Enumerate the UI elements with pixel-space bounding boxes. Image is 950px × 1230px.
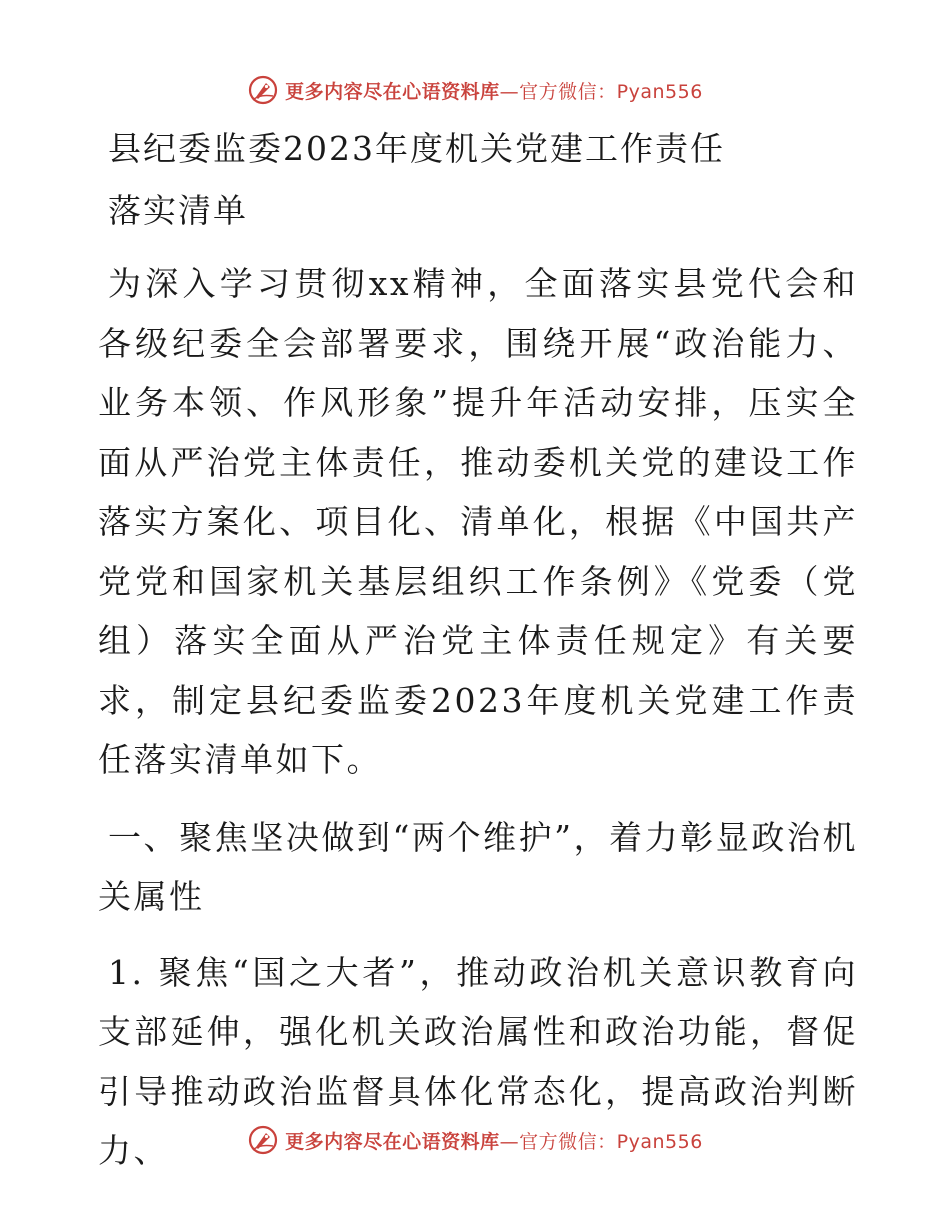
- document-title-line2: 落实清单: [108, 191, 248, 230]
- pen-nib-logo-icon: [247, 1124, 279, 1156]
- watermark-text: 更多内容尽在心语资料库—官方微信：Pyan556: [285, 1130, 703, 1153]
- section-heading-1: 一、聚焦坚决做到“两个维护”，着力彰显政治机关属性: [98, 817, 858, 916]
- watermark-banner-top: [0, 70, 950, 110]
- document-title-line1: 县纪委监委2023年度机关党建工作责任: [108, 129, 725, 168]
- watermark-banner-bottom: [0, 1120, 950, 1160]
- item-paragraph-1: 1. 聚焦“国之大者”，推动政治机关意识教育向支部延伸，强化机关政治属性和政治功能，督促引导推动政治监督具体化常态化，提高政治判断力、: [98, 952, 858, 1170]
- watermark-text: 更多内容尽在心语资料库—官方微信：Pyan556: [285, 80, 703, 103]
- document-page: [98, 120, 858, 1181]
- intro-paragraph: 为深入学习贯彻xx精神，全面落实县党代会和各级纪委全会部署要求，围绕开展“政治能力、业务本领、作风形象”提升年活动安排，压实全面从严治党主体责任，推动委机关党的建设工作落实方案化、项目化、清单化，根据《中国共产党党和国家机关基层组织工作条例》《党委（党组）落实全面从严治党主体责任规定》有关要求，制定县纪委监委2023年度机关党建工作责任落实清单如下。: [98, 264, 858, 779]
- pen-nib-logo-icon: [247, 74, 279, 106]
